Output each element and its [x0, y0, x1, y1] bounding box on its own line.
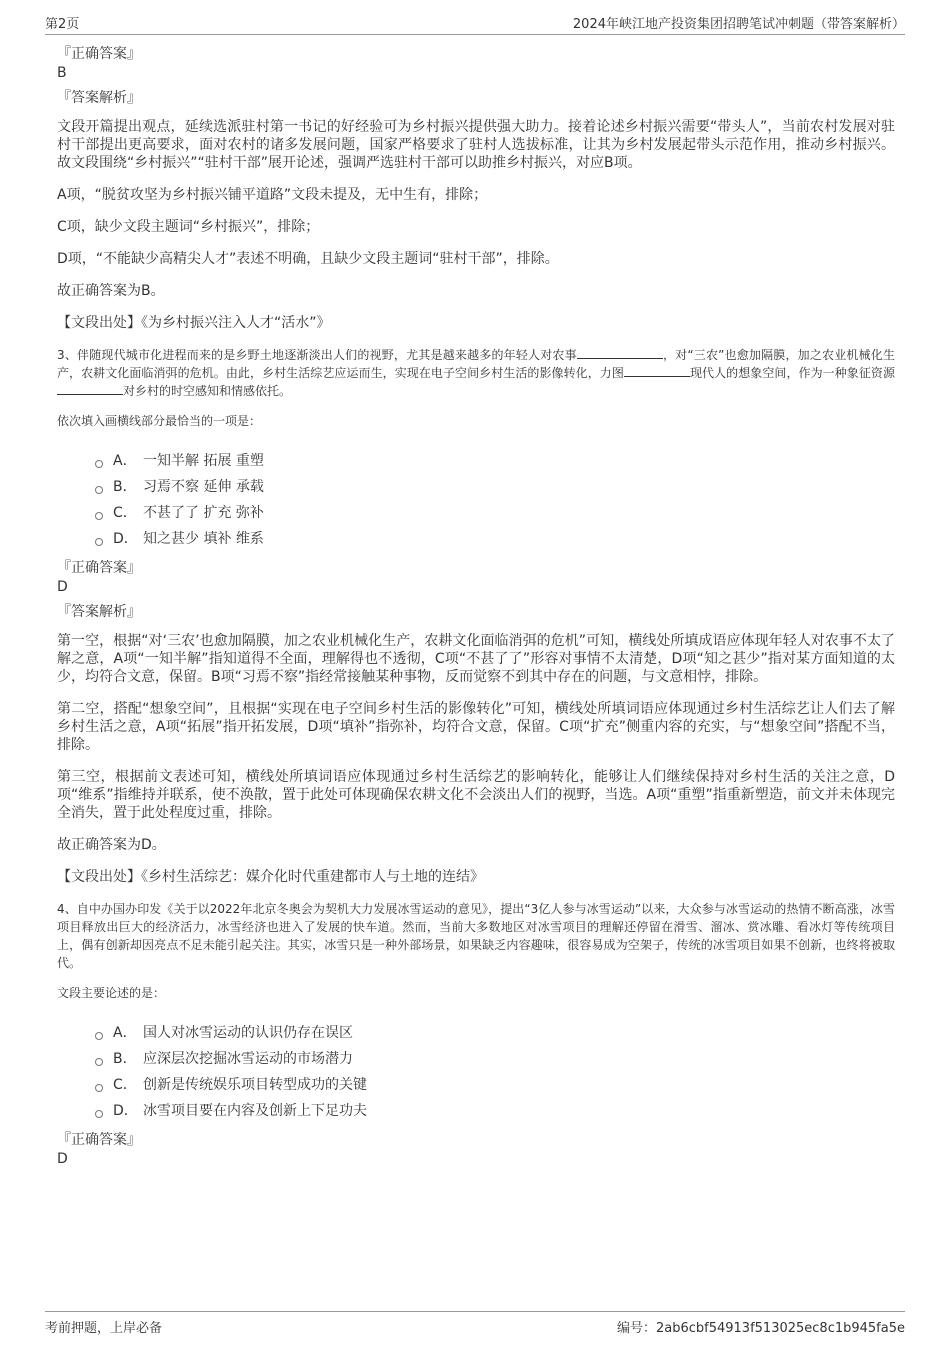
document-id: 编号：2ab6cbf54913f513025ec8c1b945fa5e: [616, 1321, 905, 1336]
answer-label: 『正确答案』: [57, 1132, 141, 1148]
stem-text: 对乡村的时空感知和情感依托。: [123, 384, 292, 398]
stem-text: 3、伴随现代城市化进程而来的是乡野土地逐渐淡出人们的视野，尤其是越来越多的年轻人对农事: [57, 348, 577, 362]
passage-source: 【文段出处】《为乡村振兴注入人才“活水”》: [57, 315, 331, 331]
option-d[interactable]: [95, 1098, 895, 1124]
option-text: 知之甚少 填补 维系: [143, 531, 264, 547]
analysis-paragraph: A项，“脱贫攻坚为乡村振兴铺平道路”文段未提及，无中生有，排除；: [57, 187, 488, 203]
option-text: 不甚了了 扩充 弥补: [143, 505, 264, 521]
answer-letter: D: [57, 1151, 68, 1167]
answer-label: 『正确答案』: [57, 560, 141, 576]
question-stem: 4、自中办国办印发《关于以2022年北京冬奥会为契机大力发展冰雪运动的意见》，提出“3亿人参与冰雪运动”以来，大众参与冰雪运动的热情不断高涨，冰雪项目释放出巨大的经济活力，冰雪经济也进入了发展的快车道。然而，当前大多数地区对冰雪项目的理解还停留在滑雪、溜冰、赏冰雕、看冰灯等传统项目上，偶有创新却因亮点不足未能引起关注。其实，冰雪只是一种外部场景，如果缺乏内容趣味，很容易成为空架子，传统的冰雪项目如果不创新，也终将被取代。: [57, 902, 895, 970]
radio-icon[interactable]: [95, 512, 103, 520]
question-prompt: 文段主要论述的是：: [57, 986, 166, 1000]
question-prompt: 依次填入画横线部分最恰当的一项是：: [57, 414, 262, 428]
question-3: [57, 346, 895, 886]
analysis-paragraph: 故正确答案为D。: [57, 837, 166, 853]
prev-question-answer: [57, 44, 895, 332]
option-c[interactable]: [95, 500, 895, 526]
page-header: [45, 8, 905, 35]
page-number: 第2页: [45, 17, 80, 32]
radio-icon[interactable]: [95, 460, 103, 468]
stem-text: ，对“三农”也愈加隔膜，加之农业机械化生产，农耕文化面临消弭的危机。由此，乡村生活综艺应运而生，实现在电子空间乡村生活的影像转化，力图: [57, 348, 896, 380]
answer-letter: B: [57, 65, 67, 81]
page-content: [57, 44, 895, 1174]
option-text: 一知半解 拓展 重塑: [143, 453, 264, 469]
analysis-paragraph: 故正确答案为B。: [57, 283, 165, 299]
analysis-paragraph: 文段开篇提出观点，延续选派驻村第一书记的好经验可为乡村振兴提供强大助力。接着论述乡村振兴需要“带头人”，当前农村发展对驻村干部提出更高要求，面对农村的诸多发展问题，国家严格要求了驻村人选拔标准，让其为乡村发展起带头示范作用，推动乡村振兴。故文段围绕“乡村振兴”“驻村干部”展开论述，强调严选驻村干部可以助推乡村振兴，对应B项。: [57, 119, 895, 171]
analysis-label: 『答案解析』: [57, 604, 141, 620]
footer-slogan: 考前押题，上岸必备: [45, 1321, 163, 1336]
analysis-label: 『答案解析』: [57, 90, 141, 106]
answer-letter: D: [57, 579, 68, 595]
option-key: C．: [113, 1077, 137, 1093]
option-text: 国人对冰雪运动的认识仍存在误区: [143, 1025, 353, 1041]
answer-block: [57, 1130, 895, 1168]
document-title: 2024年峡江地产投资集团招聘笔试冲刺题（带答案解析）: [572, 17, 905, 32]
radio-icon[interactable]: [95, 486, 103, 494]
option-key: C．: [113, 505, 137, 521]
radio-icon[interactable]: [95, 1058, 103, 1066]
radio-icon[interactable]: [95, 1084, 103, 1092]
option-text: 创新是传统娱乐项目转型成功的关键: [143, 1077, 367, 1093]
option-key: D．: [113, 531, 138, 547]
option-key: D．: [113, 1103, 138, 1119]
option-list: [95, 1020, 895, 1124]
option-b[interactable]: [95, 1046, 895, 1072]
answer-label: 『正确答案』: [57, 46, 141, 62]
option-a[interactable]: [95, 1020, 895, 1046]
option-b[interactable]: [95, 474, 895, 500]
option-key: A．: [113, 1025, 137, 1041]
page-footer: [45, 1311, 905, 1336]
option-c[interactable]: [95, 1072, 895, 1098]
analysis-paragraph: D项，“不能缺少高精尖人才”表述不明确，且缺少文段主题词“驻村干部”，排除。: [57, 251, 559, 267]
radio-icon[interactable]: [95, 538, 103, 546]
analysis-paragraph: 第三空，根据前文表述可知，横线处所填词语应体现通过乡村生活综艺的影响转化，能够让人们继续保持对乡村生活的关注之意，D项“维系”指维持并联系，使不涣散，置于此处可体现确保农耕文化不会淡出人们的视野，当选。A项“重塑”指重新塑造，前文并未体现完全消失，置于此处程度过重，排除。: [57, 769, 895, 821]
analysis-paragraph: 第二空，搭配“想象空间”，且根据“实现在电子空间乡村生活的影像转化”可知，横线处所填词语应体现通过乡村生活综艺让人们去了解乡村生活之意，A项“拓展”指开拓发展，D项“填补”指弥补，均符合文意，保留。C项“扩充”侧重内容的充实，与“想象空间”搭配不当，排除。: [57, 701, 895, 753]
analysis-paragraph: 第一空，根据“对‘三农’也愈加隔膜，加之农业机械化生产，农耕文化面临消弭的危机”可知，横线处所填成语应体现年轻人对农事不太了解之意，A项“一知半解”指知道得不全面，理解得也不透彻，C项“不甚了了”形容对事情不太清楚，D项“知之甚少”指对某方面知道的太少，均符合文意，保留。B项“习焉不察”指经常接触某种事物，反而觉察不到其中存在的问题，与文意相悖，排除。: [57, 633, 895, 685]
fill-blank: [577, 346, 663, 359]
fill-blank: [57, 382, 123, 395]
option-key: A．: [113, 453, 137, 469]
question-stem: [57, 346, 895, 400]
stem-text: 现代人的想象空间，作为一种象征资源: [689, 366, 895, 380]
option-list: [95, 448, 895, 552]
analysis-paragraph: C项，缺少文段主题词“乡村振兴”，排除；: [57, 219, 320, 235]
option-a[interactable]: [95, 448, 895, 474]
option-text: 冰雪项目要在内容及创新上下足功夫: [143, 1103, 367, 1119]
passage-source: 【文段出处】《乡村生活综艺：媒介化时代重建都市人与土地的连结》: [57, 869, 484, 885]
option-d[interactable]: [95, 526, 895, 552]
question-4: [57, 900, 895, 1168]
option-text: 习焉不察 延伸 承载: [143, 479, 264, 495]
radio-icon[interactable]: [95, 1032, 103, 1040]
option-key: B．: [113, 479, 137, 495]
option-text: 应深层次挖掘冰雪运动的市场潜力: [143, 1051, 353, 1067]
answer-block: [57, 558, 895, 886]
radio-icon[interactable]: [95, 1110, 103, 1118]
option-key: B．: [113, 1051, 137, 1067]
fill-blank: [624, 364, 690, 377]
